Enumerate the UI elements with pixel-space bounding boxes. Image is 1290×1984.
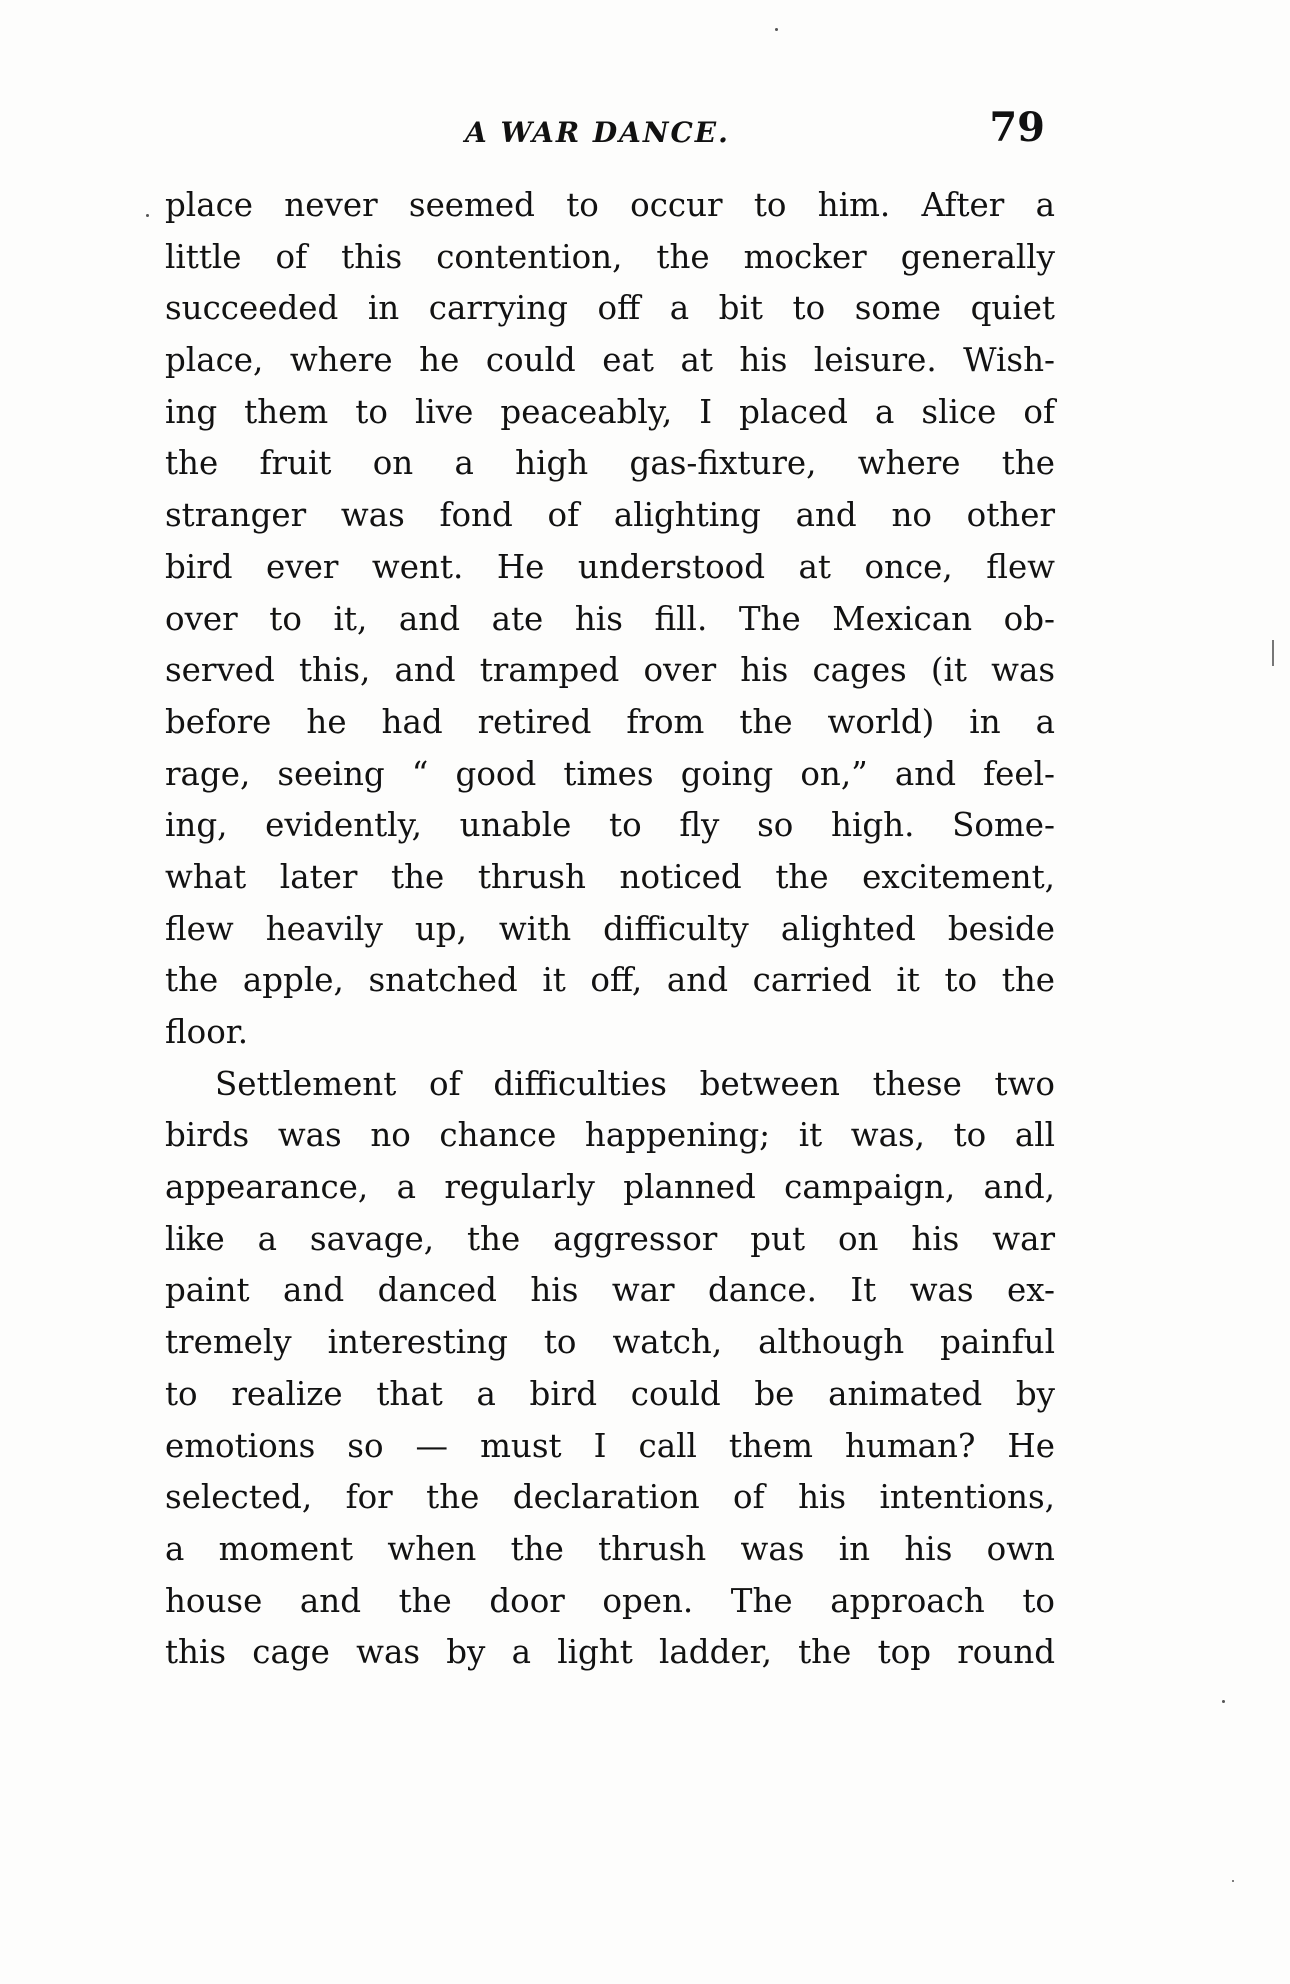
text-line: place, where he could eat at his leisure. Wish- [165, 341, 1055, 380]
text-line: bird ever went. He understood at once, flew [165, 547, 1055, 586]
text-line: what later the thrush noticed the excitement, [165, 857, 1055, 896]
text-line: paint and danced his war dance. It was ex- [165, 1271, 1055, 1310]
text-line: this cage was by a light ladder, the top round [165, 1633, 1055, 1672]
text-line: like a savage, the aggressor put on his war [165, 1219, 1055, 1258]
scan-speck [1222, 1700, 1225, 1703]
scan-speck [146, 214, 149, 217]
text-line: over to it, and ate his fill. The Mexican ob- [165, 599, 1055, 638]
text-line: little of this contention, the mocker generally [165, 237, 1055, 276]
page-edge-mark [1272, 640, 1274, 666]
text-line: to realize that a bird could be animated by [165, 1374, 1055, 1413]
text-line: floor. [165, 1013, 249, 1051]
text-line: Settlement of difficulties between these two [215, 1064, 1055, 1103]
text-line: served this, and tramped over his cages (it was [165, 651, 1055, 690]
text-line: stranger was fond of alighting and no other [165, 496, 1055, 535]
text-line: selected, for the declaration of his intentions, [165, 1478, 1055, 1517]
body-text [165, 180, 1055, 1679]
text-line: a moment when the thrush was in his own [165, 1529, 1055, 1568]
text-line: flew heavily up, with difficulty alighted beside [165, 909, 1055, 948]
text-line: tremely interesting to watch, although painful [165, 1323, 1055, 1362]
text-line: place never seemed to occur to him. After a [165, 186, 1055, 224]
text-line: ing, evidently, unable to fly so high. Some- [165, 806, 1055, 845]
scan-speck [1232, 1880, 1234, 1882]
text-line: rage, seeing “ good times going on,” and feel- [165, 754, 1055, 793]
text-line: emotions so — must I call them human? He [165, 1426, 1055, 1465]
text-line: birds was no chance happening; it was, to all [165, 1116, 1055, 1155]
text-line: the apple, snatched it off, and carried it to the [165, 961, 1055, 1000]
text-line: before he had retired from the world) in a [165, 702, 1055, 741]
text-line: succeeded in carrying off a bit to some quiet [165, 289, 1055, 328]
running-title: A WAR DANCE. [465, 116, 730, 149]
text-line: appearance, a regularly planned campaign, and, [165, 1168, 1055, 1207]
text-line: ing them to live peaceably, I placed a slice of [165, 392, 1055, 431]
running-head [165, 104, 1045, 164]
text-line: house and the door open. The approach to [165, 1581, 1055, 1620]
page-number: 79 [989, 104, 1045, 151]
text-line: the fruit on a high gas-fixture, where the [165, 444, 1055, 483]
scan-speck [775, 28, 778, 31]
